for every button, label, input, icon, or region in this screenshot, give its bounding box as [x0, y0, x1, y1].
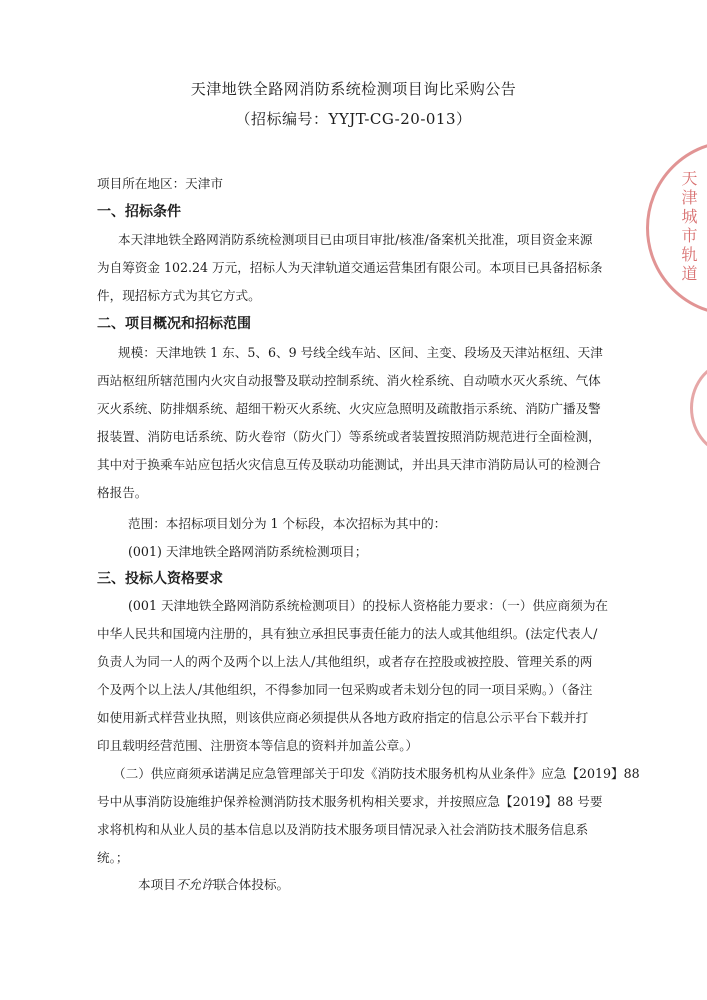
section-2-line: 其中对于换乘车站应包括火灾信息互传及联动功能测试，并出具天津市消防局认可的检测合 [97, 457, 601, 472]
section-2-line: 规模：天津地铁 1 东、5、6、9 号线全线车站、区间、主变、段场及天津站枢纽、天津 [118, 345, 603, 360]
document-title: 天津地铁全路网消防系统检测项目询比采购公告 [190, 80, 517, 98]
section-1-line: 为自筹资金 102.24 万元，招标人为天津轨道交通运营集团有限公司。本项目已具备招标条 [97, 260, 603, 275]
section-2-lot: (001) 天津地铁全路网消防系统检测项目； [128, 544, 368, 559]
section-3-line: (001 天津地铁全路网消防系统检测项目）的投标人资格能力要求：（一）供应商须为在 [128, 598, 609, 613]
section-2-line: 报装置、消防电话系统、防火卷帘（防火门）等系统或者装置按照消防规范进行全面检测， [97, 429, 601, 444]
section-3-line: 号中从事消防设施维护保养检测消防技术服务机构相关要求，并按照应急【2019】88 号要 [97, 794, 603, 809]
joint-bid-emphasis: 不允许 [175, 877, 214, 892]
section-3-line: 个及两个以上法人/其他组织，不得参加同一包采购或者未划分包的同一项目采购。）（备注 [97, 682, 593, 697]
official-seal-partial [690, 360, 707, 456]
section-1-line: 件，现招标方式为其它方式。 [97, 288, 261, 303]
section-3-line: 负责人为同一人的两个及两个以上法人/其他组织，或者存在控股或被控股、管理关系的两 [97, 654, 593, 669]
section-2-heading: 二、项目概况和招标范围 [97, 316, 251, 332]
project-location: 项目所在地区：天津市 [97, 176, 223, 191]
section-3-line: 如使用新式样营业执照，则该供应商必须提供从各地方政府指定的信息公示平台下载并打 [97, 710, 589, 725]
joint-bid-prefix: 本项目 [138, 877, 176, 892]
section-3-line: 统。； [97, 850, 129, 865]
section-3-line: 印且载明经营范围、注册资本等信息的资料并加盖公章。） [97, 738, 419, 753]
section-1-line: 本天津地铁全路网消防系统检测项目已由项目审批/核准/备案机关批准，项目资金来源 [118, 232, 593, 247]
section-2-line: 格报告。 [97, 485, 148, 500]
document-subtitle: （招标编号：YYJT-CG-20-013） [235, 110, 472, 128]
section-3-line: 求将机构和从业人员的基本信息以及消防技术服务项目情况录入社会消防技术服务信息系 [97, 822, 589, 837]
section-2-line: 灭火系统、防排烟系统、超细干粉灭火系统、火灾应急照明及疏散指示系统、消防广播及警 [97, 401, 601, 416]
section-3-line: （二）供应商须承诺满足应急管理部关于印发《消防技术服务机构从业条件》应急【2019】88 [113, 766, 640, 781]
section-3-heading: 三、投标人资格要求 [97, 571, 223, 587]
seal-text: 天津城市轨道 [679, 170, 698, 284]
section-1-heading: 一、招标条件 [97, 204, 181, 220]
section-2-range: 范围：本招标项目划分为 1 个标段，本次招标为其中的： [128, 516, 447, 531]
joint-bid-statement [138, 876, 289, 894]
section-2-line: 西站枢纽所辖范围内火灾自动报警及联动控制系统、消火栓系统、自动喷水灭火系统、气体 [97, 373, 601, 388]
section-3-line: 中华人民共和国境内注册的，具有独立承担民事责任能力的法人或其他组织。(法定代表人/ [97, 626, 598, 641]
joint-bid-suffix: 联合体投标。 [213, 877, 290, 892]
